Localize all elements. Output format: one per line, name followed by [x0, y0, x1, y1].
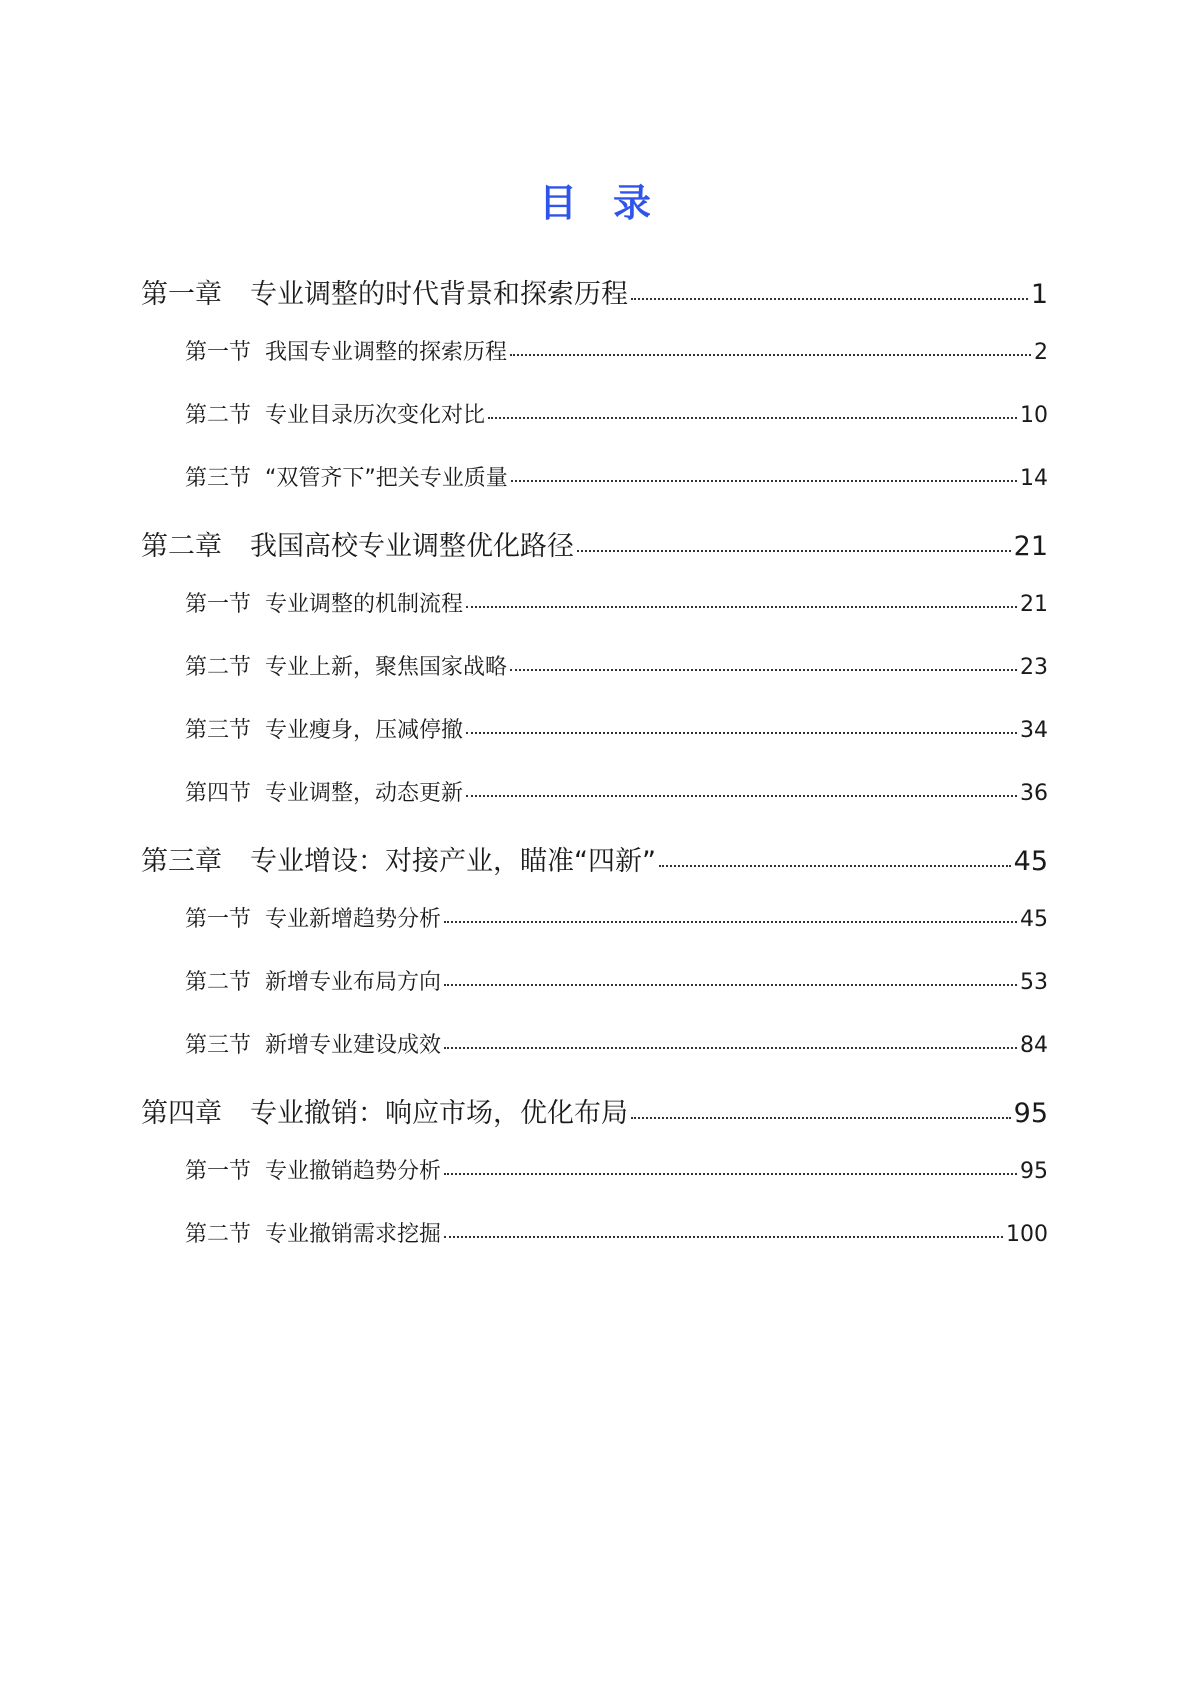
toc-chapter-4[interactable]: [141, 1091, 1048, 1154]
dot-leader: [444, 921, 1017, 923]
section-number: 第一节: [185, 592, 252, 617]
toc-section-2-3[interactable]: [141, 713, 1048, 776]
page-number: 95: [1013, 1098, 1048, 1129]
section-number: 第一节: [185, 340, 252, 365]
page-number: 21: [1020, 592, 1048, 617]
section-number: 第三节: [185, 1033, 252, 1058]
page-number: 95: [1020, 1159, 1048, 1184]
toc-section-3-1[interactable]: [141, 902, 1048, 965]
section-title: 我国专业调整的探索历程: [265, 340, 508, 365]
chapter-number: 第三章: [141, 846, 222, 877]
toc-section-1-1[interactable]: [141, 335, 1048, 398]
page-number: 21: [1013, 531, 1048, 562]
dot-leader: [510, 669, 1017, 671]
section-number: 第一节: [185, 1159, 252, 1184]
section-title: 专业上新，聚焦国家战略: [265, 655, 508, 680]
page-number: 10: [1020, 403, 1048, 428]
section-title: “双管齐下”把关专业质量: [265, 466, 508, 491]
chapter-number: 第二章: [141, 531, 222, 562]
page-number: 53: [1020, 970, 1048, 995]
section-number: 第二节: [185, 403, 252, 428]
page-number: 1: [1030, 279, 1048, 310]
dot-leader: [444, 1047, 1017, 1049]
section-title: 新增专业布局方向: [265, 970, 442, 995]
dot-leader: [444, 984, 1017, 986]
dot-leader: [466, 732, 1017, 734]
page-number: 34: [1020, 718, 1048, 743]
toc-section-4-2[interactable]: [141, 1217, 1048, 1280]
chapter-title: 我国高校专业调整优化路径: [250, 531, 574, 562]
page-number: 45: [1013, 846, 1048, 877]
page-number: 2: [1034, 340, 1048, 365]
section-title: 专业撤销需求挖掘: [265, 1222, 442, 1247]
dot-leader: [511, 480, 1017, 482]
chapter-title: 专业调整的时代背景和探索历程: [250, 279, 628, 310]
chapter-number: 第四章: [141, 1098, 222, 1129]
toc-section-2-4[interactable]: [141, 776, 1048, 839]
section-number: 第三节: [185, 466, 252, 491]
toc-section-2-2[interactable]: [141, 650, 1048, 713]
toc-section-3-2[interactable]: [141, 965, 1048, 1028]
page-number: 23: [1020, 655, 1048, 680]
section-title: 专业调整的机制流程: [265, 592, 464, 617]
toc-section-1-2[interactable]: [141, 398, 1048, 461]
dot-leader: [488, 417, 1017, 419]
dot-leader: [510, 354, 1031, 356]
toc-chapter-1[interactable]: [141, 272, 1048, 335]
section-number: 第四节: [185, 781, 252, 806]
dot-leader: [466, 606, 1017, 608]
chapter-title: 专业撤销：响应市场，优化布局: [250, 1098, 628, 1129]
toc-section-3-3[interactable]: [141, 1028, 1048, 1091]
section-number: 第一节: [185, 907, 252, 932]
dot-leader: [444, 1173, 1017, 1175]
chapter-title: 专业增设：对接产业，瞄准“四新”: [250, 846, 656, 877]
section-number: 第二节: [185, 655, 252, 680]
section-number: 第二节: [185, 1222, 252, 1247]
page-number: 84: [1020, 1033, 1048, 1058]
toc-chapter-2[interactable]: [141, 524, 1048, 587]
table-of-contents: [141, 272, 1048, 1280]
section-title: 专业撤销趋势分析: [265, 1159, 442, 1184]
dot-leader: [659, 865, 1011, 867]
page-number: 14: [1020, 466, 1048, 491]
page-number: 45: [1020, 907, 1048, 932]
section-title: 专业新增趋势分析: [265, 907, 442, 932]
section-title: 专业目录历次变化对比: [265, 403, 486, 428]
section-title: 专业调整，动态更新: [265, 781, 464, 806]
dot-leader: [577, 550, 1011, 552]
section-number: 第二节: [185, 970, 252, 995]
page-number: 100: [1006, 1222, 1048, 1247]
toc-section-4-1[interactable]: [141, 1154, 1048, 1217]
dot-leader: [444, 1236, 1003, 1238]
dot-leader: [631, 298, 1028, 300]
dot-leader: [631, 1117, 1011, 1119]
toc-section-1-3[interactable]: [141, 461, 1048, 524]
chapter-number: 第一章: [141, 279, 222, 310]
page-number: 36: [1020, 781, 1048, 806]
toc-chapter-3[interactable]: [141, 839, 1048, 902]
dot-leader: [466, 795, 1017, 797]
section-number: 第三节: [185, 718, 252, 743]
section-title: 新增专业建设成效: [265, 1033, 442, 1058]
toc-section-2-1[interactable]: [141, 587, 1048, 650]
section-title: 专业瘦身，压减停撤: [265, 718, 464, 743]
page-title: 目录: [538, 181, 687, 225]
